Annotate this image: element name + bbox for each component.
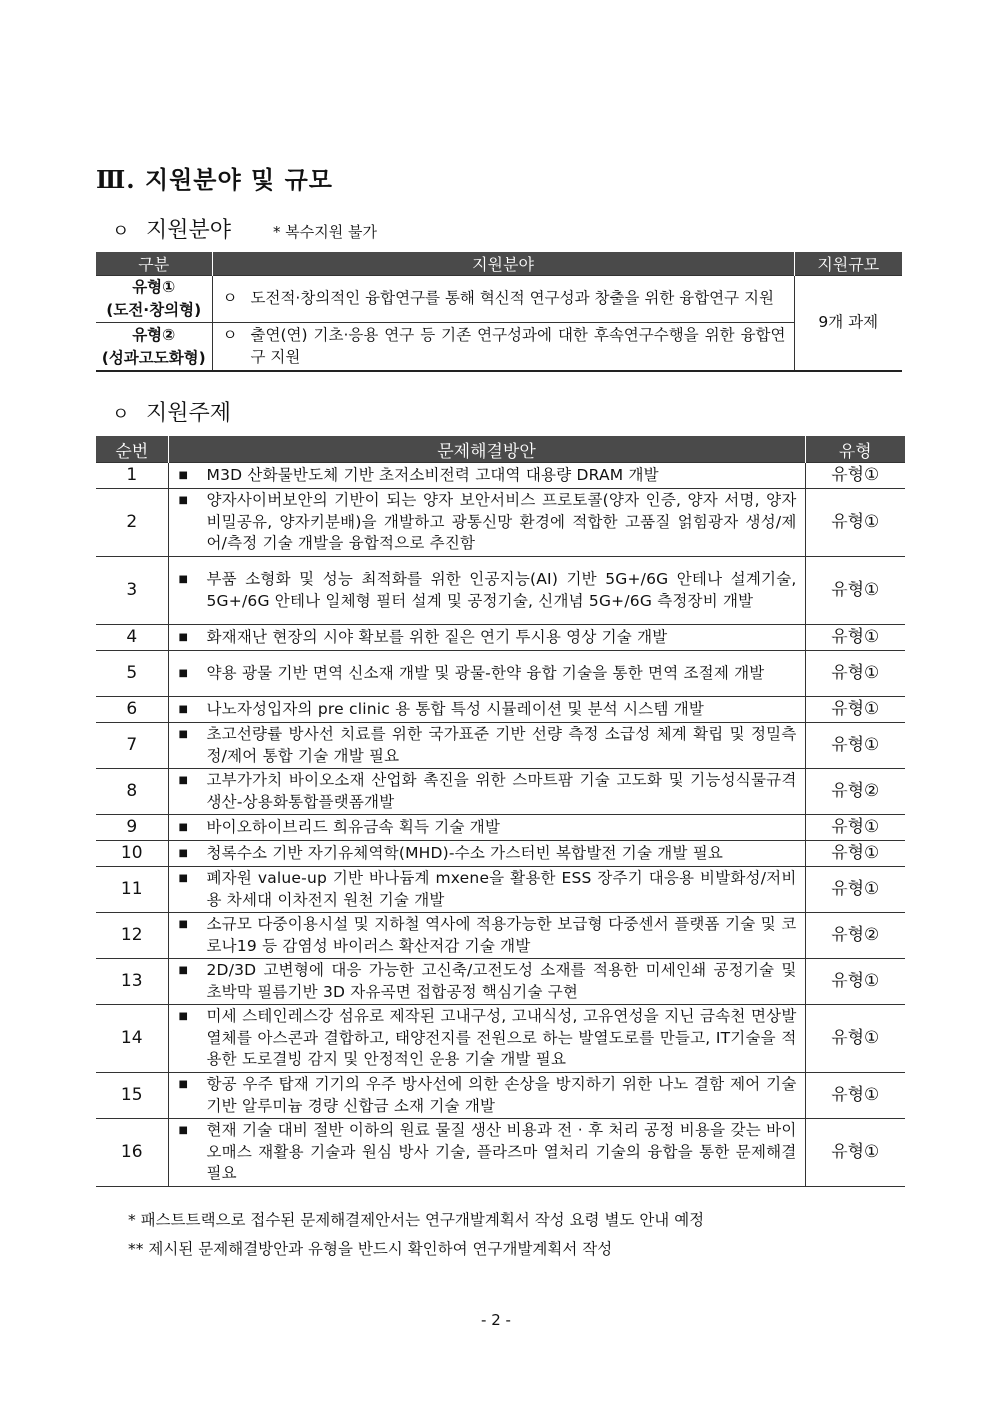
solution-cell — [168, 651, 805, 697]
type-cell: 유형① — [805, 815, 905, 841]
type-cell: 유형② — [805, 769, 905, 815]
square-bullet-icon: ■ — [178, 703, 188, 715]
type-label: 유형② — [132, 325, 176, 344]
row-number: 10 — [96, 841, 168, 867]
solution-cell — [168, 1073, 805, 1119]
support-topics-body — [96, 463, 905, 1187]
solution-cell — [168, 723, 805, 769]
row-number: 8 — [96, 769, 168, 815]
solution-cell — [168, 1005, 805, 1073]
row-number: 4 — [96, 625, 168, 651]
table-row — [96, 1005, 905, 1073]
square-bullet-icon: ■ — [178, 821, 188, 833]
table-row — [96, 959, 905, 1005]
table-row — [96, 815, 905, 841]
square-bullet-icon: ■ — [178, 775, 188, 786]
description-cell — [212, 276, 794, 323]
solution-text: M3D 산화물반도체 기반 초저소비전력 고대역 대용량 DRAM 개발 — [206, 465, 659, 484]
table-row — [96, 1073, 905, 1119]
row-number: 5 — [96, 651, 168, 697]
table-row — [96, 276, 902, 323]
circle-bullet-icon: ㅇ — [112, 404, 130, 425]
type-cell: 유형① — [805, 1073, 905, 1119]
row-number: 16 — [96, 1119, 168, 1187]
row-number: 6 — [96, 697, 168, 723]
support-field-table — [96, 252, 902, 372]
solution-cell — [168, 769, 805, 815]
support-field-heading — [112, 213, 377, 244]
square-bullet-icon: ■ — [178, 1011, 188, 1023]
solution-cell — [168, 815, 805, 841]
table-row — [96, 489, 905, 557]
header-field: 지원분야 — [212, 252, 794, 276]
square-bullet-icon: ■ — [178, 469, 188, 481]
row-number: 12 — [96, 913, 168, 959]
type-cell: 유형① — [805, 557, 905, 625]
solution-text: 2D/3D 고변형에 대응 가능한 고신축/고전도성 소재를 적용한 미세인쇄 공정기술 및 초박막 필름기반 3D 자유곡면 접합공정 핵심기술 구현 — [206, 961, 797, 1001]
solution-text: 고부가가치 바이오소재 산업화 촉진을 위한 스마트팜 기술 고도화 및 기능성식물규격생산-상용화통합플랫폼개발 — [206, 771, 797, 811]
type-cell — [96, 323, 212, 372]
support-topics-heading — [112, 396, 231, 427]
circle-bullet-icon: ㅇ — [222, 326, 238, 344]
support-field-title: 지원분야 — [146, 218, 232, 243]
row-number: 9 — [96, 815, 168, 841]
solution-text: 화재재난 현장의 시야 확보를 위한 짙은 연기 투시용 영상 기술 개발 — [206, 627, 668, 646]
footnote-2: ** 제시된 문제해결방안과 유형을 반드시 확인하여 연구개발계획서 작성 — [128, 1240, 613, 1258]
type-cell: 유형① — [805, 841, 905, 867]
type-cell: 유형① — [805, 1119, 905, 1187]
solution-text: 항공 우주 탑재 기기의 우주 방사선에 의한 손상을 방지하기 위한 나노 결함 제어 기술 기반 알루미늄 경량 신합금 소재 기술 개발 — [206, 1075, 797, 1115]
circle-bullet-icon: ㅇ — [222, 289, 238, 308]
header-category: 구분 — [96, 252, 212, 276]
solution-text: 나노자성입자의 pre clinic 용 통합 특성 시뮬레이션 및 분석 시스템 개발 — [206, 699, 705, 718]
square-bullet-icon: ■ — [178, 667, 188, 679]
description-text: 도전적·창의적인 융합연구를 통해 혁신적 연구성과 창출을 위한 융합연구 지원 — [250, 289, 774, 308]
solution-cell — [168, 489, 805, 557]
solution-cell — [168, 913, 805, 959]
square-bullet-icon: ■ — [178, 1125, 188, 1137]
square-bullet-icon: ■ — [178, 847, 188, 859]
support-topics-header-row — [96, 436, 905, 463]
row-number: 1 — [96, 463, 168, 489]
header-scale: 지원규모 — [794, 252, 902, 276]
square-bullet-icon: ■ — [178, 873, 188, 884]
table-row — [96, 625, 905, 651]
type-sublabel: (도전·창의형) — [106, 301, 202, 319]
support-field-note: * 복수지원 불가 — [273, 223, 377, 241]
solution-text: 폐자원 value-up 기반 바나듐계 mxene을 활용한 ESS 장주기 대응용 비발화성/저비용 차세대 이차전지 원천 기술 개발 — [206, 869, 797, 909]
description-text: 출연(연) 기초·응용 연구 등 기존 연구성과에 대한 후속연구수행을 위한 융합연구 지원 — [250, 326, 786, 366]
square-bullet-icon: ■ — [178, 1079, 188, 1090]
type-cell: 유형① — [805, 867, 905, 913]
type-cell: 유형② — [805, 913, 905, 959]
type-cell: 유형① — [805, 959, 905, 1005]
row-number: 15 — [96, 1073, 168, 1119]
type-cell: 유형① — [805, 625, 905, 651]
table-row — [96, 557, 905, 625]
row-number: 2 — [96, 489, 168, 557]
type-cell: 유형① — [805, 651, 905, 697]
support-field-header-row — [96, 252, 902, 276]
section-title: Ⅲ. 지원분야 및 규모 — [96, 165, 333, 194]
solution-cell — [168, 697, 805, 723]
support-topics-title: 지원주제 — [146, 401, 232, 426]
description-cell — [212, 323, 794, 372]
solution-cell — [168, 557, 805, 625]
solution-cell — [168, 867, 805, 913]
square-bullet-icon: ■ — [178, 574, 188, 585]
solution-text: 초고선량률 방사선 치료를 위한 국가표준 기반 선량 측정 소급성 체계 확립 및 정밀측정/제어 통합 기술 개발 필요 — [206, 725, 797, 765]
table-row — [96, 913, 905, 959]
table-row — [96, 463, 905, 489]
type-cell: 유형① — [805, 723, 905, 769]
solution-cell — [168, 625, 805, 651]
table-row — [96, 651, 905, 697]
table-row — [96, 867, 905, 913]
type-cell: 유형① — [805, 489, 905, 557]
footnote-1: * 패스트트랙으로 접수된 문제해결제안서는 연구개발계획서 작성 요령 별도 안내 예정 — [128, 1211, 705, 1229]
type-label: 유형① — [132, 278, 176, 296]
table-row — [96, 1119, 905, 1187]
solution-text: 바이오하이브리드 희유금속 획득 기술 개발 — [206, 817, 501, 836]
row-number: 14 — [96, 1005, 168, 1073]
support-topics-table — [96, 436, 905, 1187]
row-number: 11 — [96, 867, 168, 913]
table-row — [96, 323, 902, 372]
page-number: - 2 - — [481, 1311, 511, 1329]
header-number: 순번 — [96, 436, 168, 463]
solution-cell — [168, 841, 805, 867]
circle-bullet-icon: ㅇ — [112, 221, 130, 242]
square-bullet-icon: ■ — [178, 965, 188, 976]
type-cell: 유형① — [805, 1005, 905, 1073]
row-number: 3 — [96, 557, 168, 625]
scale-cell: 9개 과제 — [794, 276, 902, 372]
solution-text: 현재 기술 대비 절반 이하의 원료 물질 생산 비용과 전 · 후 처리 공정 비용을 갖는 바이오매스 재활용 기술과 원심 방사 기술, 플라즈마 열처리 기술의 융합을 통한 문제해결 필요 — [206, 1121, 797, 1183]
header-type: 유형 — [805, 436, 905, 463]
type-cell — [96, 276, 212, 323]
solution-cell — [168, 463, 805, 489]
solution-text: 미세 스테인레스강 섬유로 제작된 고내구성, 고내식성, 고유연성을 지닌 금속천 면상발열체를 아스콘과 결합하고, 태양전지를 전원으로 하는 발열도로를 만들고, IT기술을 적용한 도로결빙 감지 및 안정적인 운용 기술 개발 필요 — [206, 1007, 797, 1069]
table-row — [96, 723, 905, 769]
type-sublabel: (성과고도화형) — [101, 348, 206, 367]
table-row — [96, 697, 905, 723]
header-solution: 문제해결방안 — [168, 436, 805, 463]
table-row — [96, 841, 905, 867]
solution-text: 부품 소형화 및 성능 최적화를 위한 인공지능(AI) 기반 5G+/6G 안테나 설계기술, 5G+/6G 안테나 일체형 필터 설계 및 공정기술, 신개념 5G+/6G 측정장비 개발 — [206, 570, 797, 610]
solution-text: 양자사이버보안의 기반이 되는 양자 보안서비스 프로토콜(양자 인증, 양자 서명, 양자 비밀공유, 양자키분배)을 개발하고 광통신망 환경에 적합한 고품질 얽힘광자 생성/제어/측정 기술 개발을 융합적으로 추진함 — [206, 491, 797, 553]
row-number: 7 — [96, 723, 168, 769]
table-row — [96, 769, 905, 815]
type-cell: 유형① — [805, 697, 905, 723]
square-bullet-icon: ■ — [178, 919, 188, 930]
solution-text: 소규모 다중이용시설 및 지하철 역사에 적용가능한 보급형 다중센서 플랫폼 기술 및 코로나19 등 감염성 바이러스 확산저감 기술 개발 — [206, 915, 797, 955]
row-number: 13 — [96, 959, 168, 1005]
square-bullet-icon: ■ — [178, 729, 188, 740]
type-cell: 유형① — [805, 463, 905, 489]
solution-cell — [168, 959, 805, 1005]
square-bullet-icon: ■ — [178, 495, 188, 507]
square-bullet-icon: ■ — [178, 631, 188, 643]
solution-text: 청록수소 기반 자기유체역학(MHD)-수소 가스터빈 복합발전 기술 개발 필요 — [206, 843, 724, 862]
solution-cell — [168, 1119, 805, 1187]
solution-text: 약용 광물 기반 면역 신소재 개발 및 광물-한약 융합 기술을 통한 면역 조절제 개발 — [206, 663, 765, 682]
